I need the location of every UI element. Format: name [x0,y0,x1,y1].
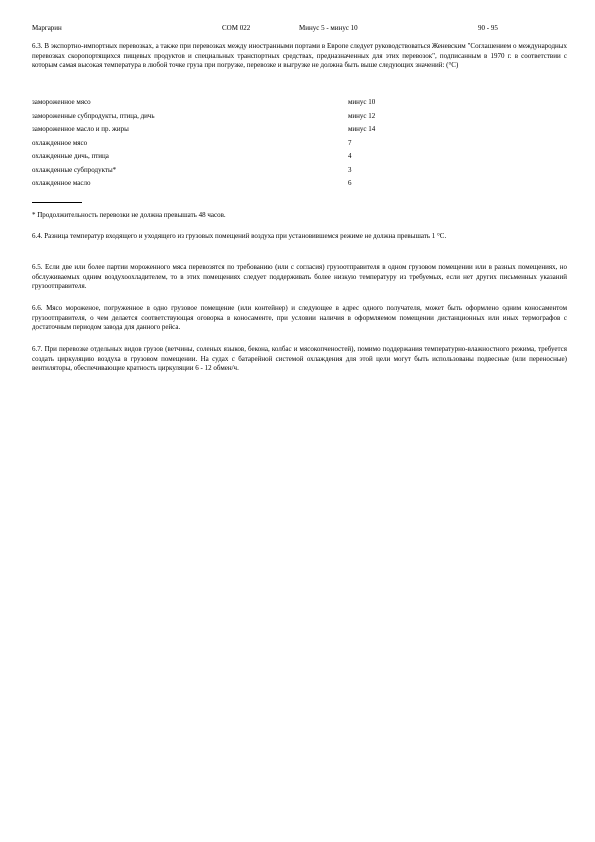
footnote: * Продолжительность перевозки не должна превышать 48 часов. [32,211,226,219]
row-value: минус 14 [348,125,376,133]
header-cell-product: Маргарин [32,24,62,32]
table-row [32,179,567,193]
header-cell-temperature: Минус 5 - минус 10 [299,24,358,32]
row-name: замороженное мясо [32,98,91,106]
table-row [32,98,567,112]
row-name: охлажденное масло [32,179,91,187]
row-value: минус 12 [348,111,376,120]
row-value: 6 [348,179,352,187]
table-row [32,152,567,166]
header-cell-code: СОМ 022 [222,24,251,32]
paragraph-6-3: 6.3. В экспортно-импортных перевозках, а также при перевозках между иностранными портами в Европе следует руководствоваться Женевским "Соглашением о международных перевозках скоропортящихся пищевых продуктов и специальных транспортных средствах, предназначенных для этих перевозок", подписанным в 1970 г. в соответствии с которым самая высокая температура в любой точке груза при погрузке, перевозке и выгрузке не должна быть выше следующих значений: (°С) [32,42,567,70]
row-value: 3 [348,165,352,174]
row-value: 4 [348,152,352,160]
temperature-table [32,98,567,193]
table-row [32,166,567,180]
paragraph-6-7: 6.7. При перевозке отдельных видов грузов (ветчины, соленых языков, бекона, колбас и мясокопченостей), помимо поддержания температурно-влажностного режима, требуется создать циркуляцию воздуха в грузовом помещении. На судах с батарейной системой охлаждения для этой цели могут быть использованы подвесные (или переносные) вентиляторы, обеспечивающие кратность циркуляции 6 - 12 обмен/ч. [32,345,567,373]
row-name: охлажденные дичь, птица [32,152,109,160]
table-header-row [0,24,595,34]
paragraph-6-5: 6.5. Если две или более партии мороженного мяса перевозятся по требованию (или с согласия) грузоотправителя в одном грузовом помещении или в разных помещениях, но обслуживаемых одним воздухоохладителем, то в этих помещениях следует поддерживать более низкую температуру из требуемых, если нет других письменных указаний грузоотправителя. [32,263,567,291]
row-value: минус 10 [348,98,376,106]
table-row [32,112,567,126]
paragraph-6-4: 6.4. Разница температур входящего и уходящего из грузовых помещений воздуха при установившемся режиме не должна превышать 1 °С. [32,232,447,240]
row-name: замороженное масло и пр. жиры [32,125,129,133]
row-name: охлажденное мясо [32,138,88,147]
footnote-divider [32,202,82,203]
table-row [32,139,567,153]
paragraph-6-6: 6.6. Мясо мороженое, погруженное в одно грузовое помещение (или контейнер) и следующее в адрес одного получателя, может быть оформлено одним коносаментом грузоотправителя, о чем делается соответствующая оговорка в коносаменте, при условии наличия в оформляемом помещении дистанционных или иных термографов с достаточным периодом завода для данного рейса. [32,304,567,332]
row-name: замороженные субпродукты, птица, дичь [32,111,155,120]
row-value: 7 [348,138,352,147]
row-name: охлажденные субпродукты* [32,165,117,174]
table-row [32,125,567,139]
header-cell-humidity: 90 - 95 [478,24,498,32]
